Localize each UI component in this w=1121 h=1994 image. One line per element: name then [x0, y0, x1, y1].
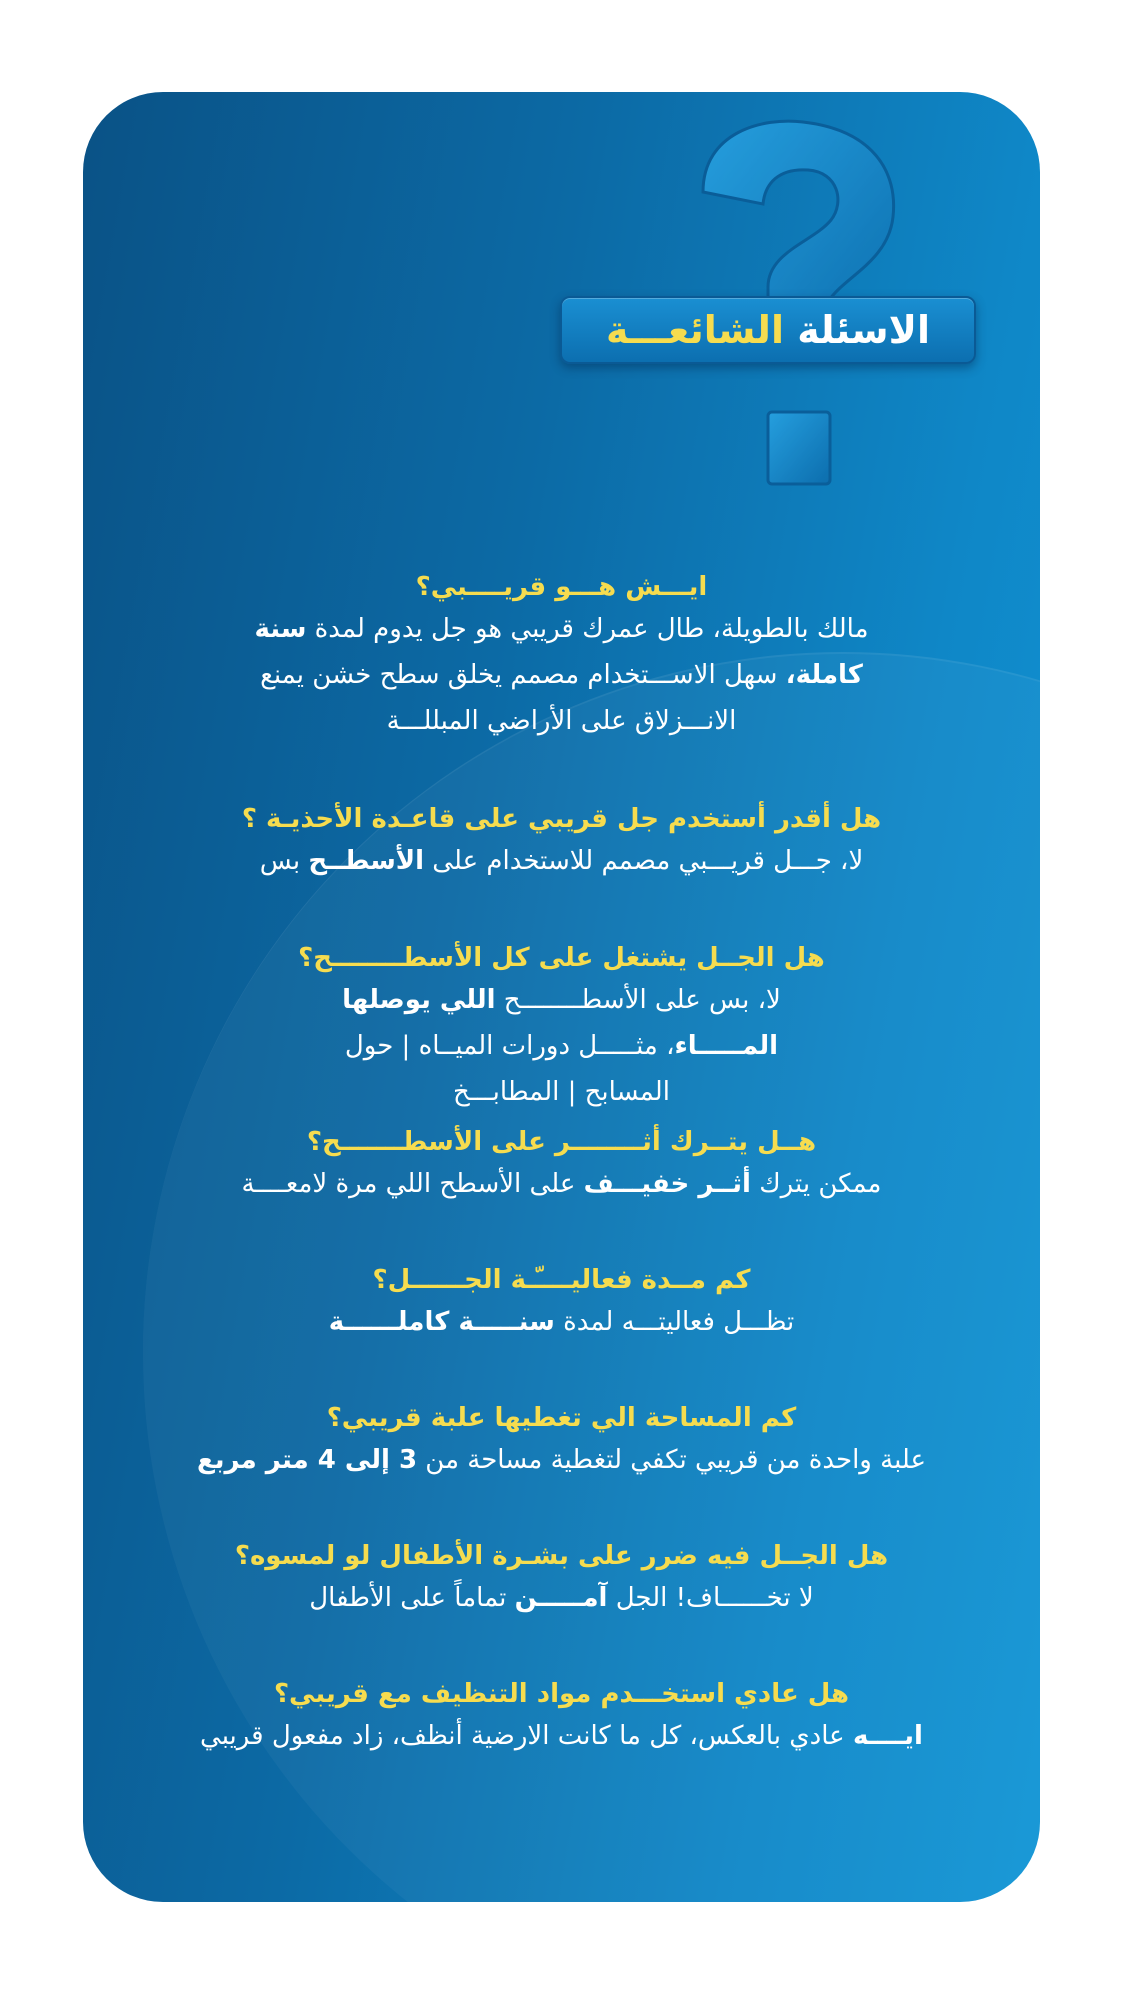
title-banner [560, 296, 976, 364]
faq-item-4 [143, 1123, 980, 1207]
faq-item-6 [143, 1399, 980, 1483]
faq-question: هل أقدر أستخدم جل قريبي على قاعـدة الأحذيـة ؟ [241, 804, 882, 834]
faq-question: هل الجــل فيه ضرر على بشـرة الأطفال لو لمسوه؟ [234, 1541, 889, 1571]
faq-answer: ايــــه عادي بالعكس، كل ما كانت الارضية أنظف، زاد مفعول قريبي [200, 1721, 923, 1751]
faq-card [83, 92, 1040, 1902]
page-title: الاسئلة الشائعـــة [606, 308, 930, 352]
faq-item-8 [143, 1675, 980, 1759]
faq-answer: علبة واحدة من قريبي تكفي لتغطية مساحة من 3 إلى 4 متر مربع [196, 1445, 927, 1475]
faq-question: كم المساحة الي تغطيها علبة قريبي؟ [326, 1403, 797, 1433]
faq-answer: لا تخــــــاف! الجل آمـــــن تماماً على الأطفال [309, 1583, 814, 1613]
faq-item-2 [143, 800, 980, 884]
faq-answer: تظـــل فعاليتـــه لمدة سنـــــة كاملــــــة [328, 1307, 795, 1337]
faq-question: هل الجــل يشتغل على كل الأسطــــــــح؟ [298, 943, 825, 973]
faq-item-5 [143, 1261, 980, 1345]
faq-answer: لا، بس على الأسطــــــــح اللي يوصلها المـــــاء، مثـــــل دورات الميــاه | حول المسابح | المطابـــخ [342, 985, 781, 1107]
faq-item-1 [143, 568, 980, 744]
faq-question: هــل يتــرك أثــــــــر على الأسطـــــــح؟ [306, 1127, 817, 1157]
faq-question: ايـــش هـــو قريــــبي؟ [415, 572, 708, 602]
faq-answer: مالك بالطويلة، طال عمرك قريبي هو جل يدوم لمدة سنة كاملة، سهل الاســـتخدام مصمم يخلق سطح خشن يمنع الانـــزلاق على الأراضي المبللـــة [254, 614, 869, 736]
faq-question: كم مــدة فعاليــــّـة الجــــــل؟ [372, 1265, 751, 1295]
faq-question: هل عادي استخـــدم مواد التنظيف مع قريبي؟ [273, 1679, 850, 1709]
faq-item-7 [143, 1537, 980, 1621]
faq-item-3 [143, 939, 980, 1115]
faq-answer: لا، جـــل قريـــبي مصمم للاستخدام على الأسطــح بس [259, 846, 864, 876]
faq-answer: ممكن يترك أثــر خفيـــف على الأسطح اللي مرة لامعــــة [241, 1169, 882, 1199]
